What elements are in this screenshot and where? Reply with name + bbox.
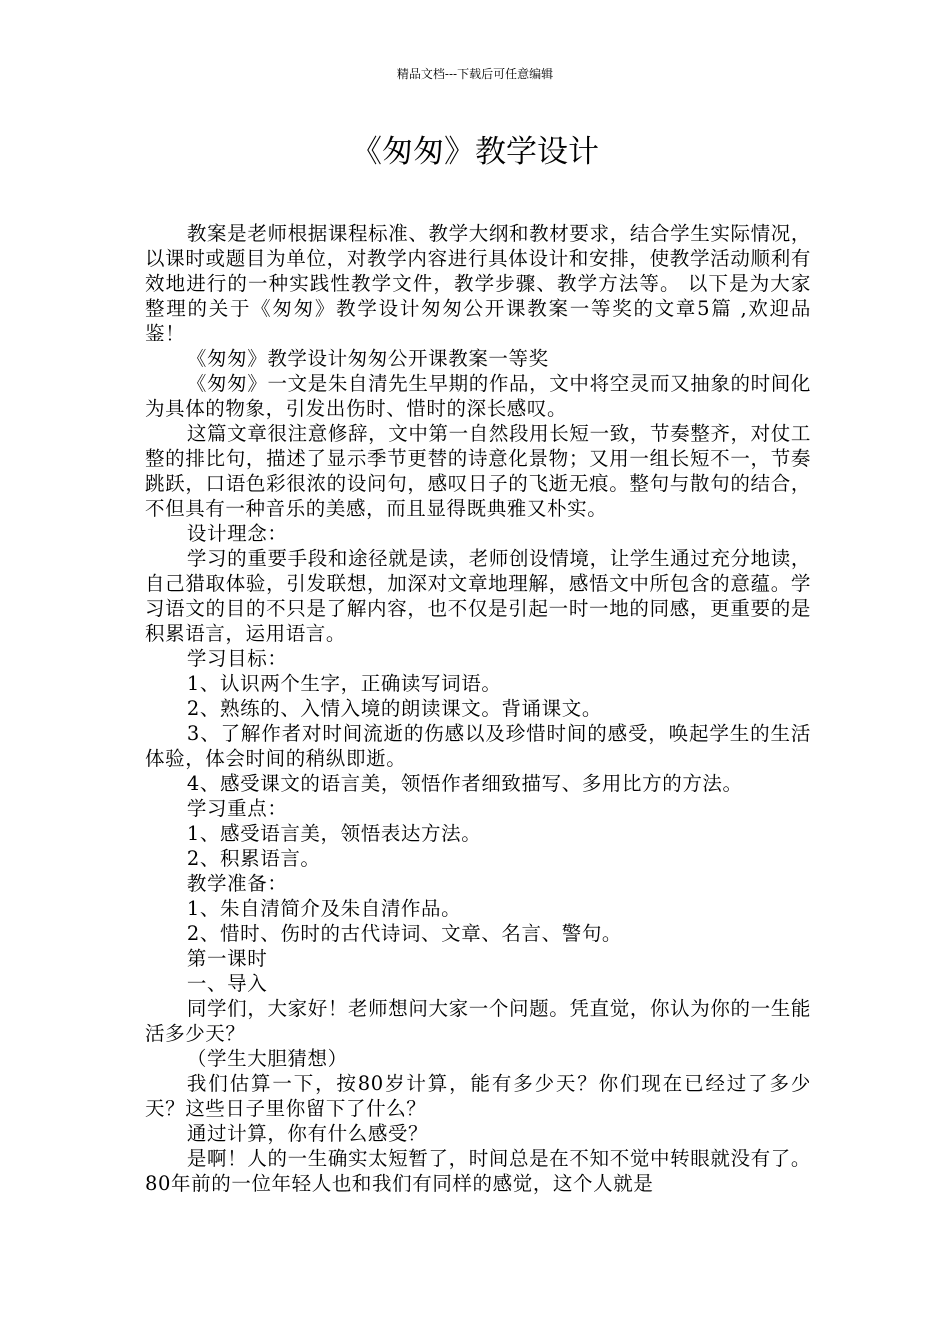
body-paragraph: 是啊！人的一生确实太短暂了，时间总是在不知不觉中转眼就没有了。80年前的一位年轻人也和我们有同样的感觉，这个人就是 <box>145 1147 811 1195</box>
body-paragraph: 同学们，大家好！老师想问大家一个问题。凭直觉，你认为你的一生能活多少天？ <box>145 997 811 1045</box>
document-title: 《匆匆》教学设计 <box>351 134 599 170</box>
body-paragraph: 通过计算，你有什么感受？ <box>186 1122 429 1145</box>
body-paragraph: 学习的重要手段和途径就是读，老师创设情境，让学生通过充分地读，自己猎取体验，引发联想，加深对文章地理解，感悟文中所包含的意蕴。学习语文的目的不只是了解内容，也不仅是引起一时一地的同感，更重要的是积累语言，运用语言。 <box>145 547 811 645</box>
section-heading-learning-goals: 学习目标： <box>186 647 288 670</box>
list-item: 4、感受课文的语言美，领悟作者细致描写、多用比方的方法。 <box>186 772 743 795</box>
document-body <box>145 221 811 1196</box>
list-item: 2、熟练的、入情入境的朗读课文。背诵课文。 <box>186 697 602 720</box>
list-item: 2、积累语言。 <box>186 847 321 870</box>
body-paragraph: 《匆匆》一文是朱自清先生早期的作品，文中将空灵而又抽象的时间化为具体的物象，引发出伤时、惜时的深长感叹。 <box>145 372 811 420</box>
list-item: 1、朱自清简介及朱自清作品。 <box>186 897 462 920</box>
list-item: 3、了解作者对时间流逝的伤感以及珍惜时间的感受，唤起学生的生活体验，体会时间的稍纵即逝。 <box>145 722 811 770</box>
intro-paragraph: 教案是老师根据课程标准、教学大纲和教材要求，结合学生实际情况，以课时或题目为单位，对教学内容进行具体设计和安排，使教学活动顺利有效地进行的一种实践性教学文件，教学步骤、教学方法等。 以下是为大家整理的关于《匆匆》教学设计匆匆公开课教案一等奖的文章5篇 ,欢迎品鉴！ <box>145 222 811 345</box>
section-heading-design-concept: 设计理念： <box>186 522 288 545</box>
section-heading-first-lesson: 第一课时 <box>186 947 268 970</box>
list-item: 2、惜时、伤时的古代诗词、文章、名言、警句。 <box>186 922 623 945</box>
section-heading-preparation: 教学准备： <box>186 872 288 895</box>
section-heading-introduction: 一、导入 <box>186 972 268 995</box>
list-item: 1、感受语言美，领悟表达方法。 <box>186 822 482 845</box>
section-heading-learning-focus: 学习重点： <box>186 797 288 820</box>
body-paragraph: 我们估算一下，按80岁计算，能有多少天？你们现在已经过了多少天？这些日子里你留下了什么？ <box>145 1072 811 1120</box>
body-paragraph: 这篇文章很注意修辞，文中第一自然段用长短一致，节奏整齐，对仗工整的排比句，描述了显示季节更替的诗意化景物；又用一组长短不一，节奏跳跃，口语色彩很浓的设问句，感叹日子的飞逝无痕。整句与散句的结合，不但具有一种音乐的美感，而且显得既典雅又朴实。 <box>145 422 811 520</box>
list-item: 1、认识两个生字，正确读写词语。 <box>186 672 502 695</box>
page-header: 精品文档---下载后可任意编辑 <box>396 67 554 81</box>
body-paragraph: （学生大胆猜想） <box>186 1047 348 1070</box>
article-heading: 《匆匆》教学设计匆匆公开课教案一等奖 <box>186 347 549 370</box>
